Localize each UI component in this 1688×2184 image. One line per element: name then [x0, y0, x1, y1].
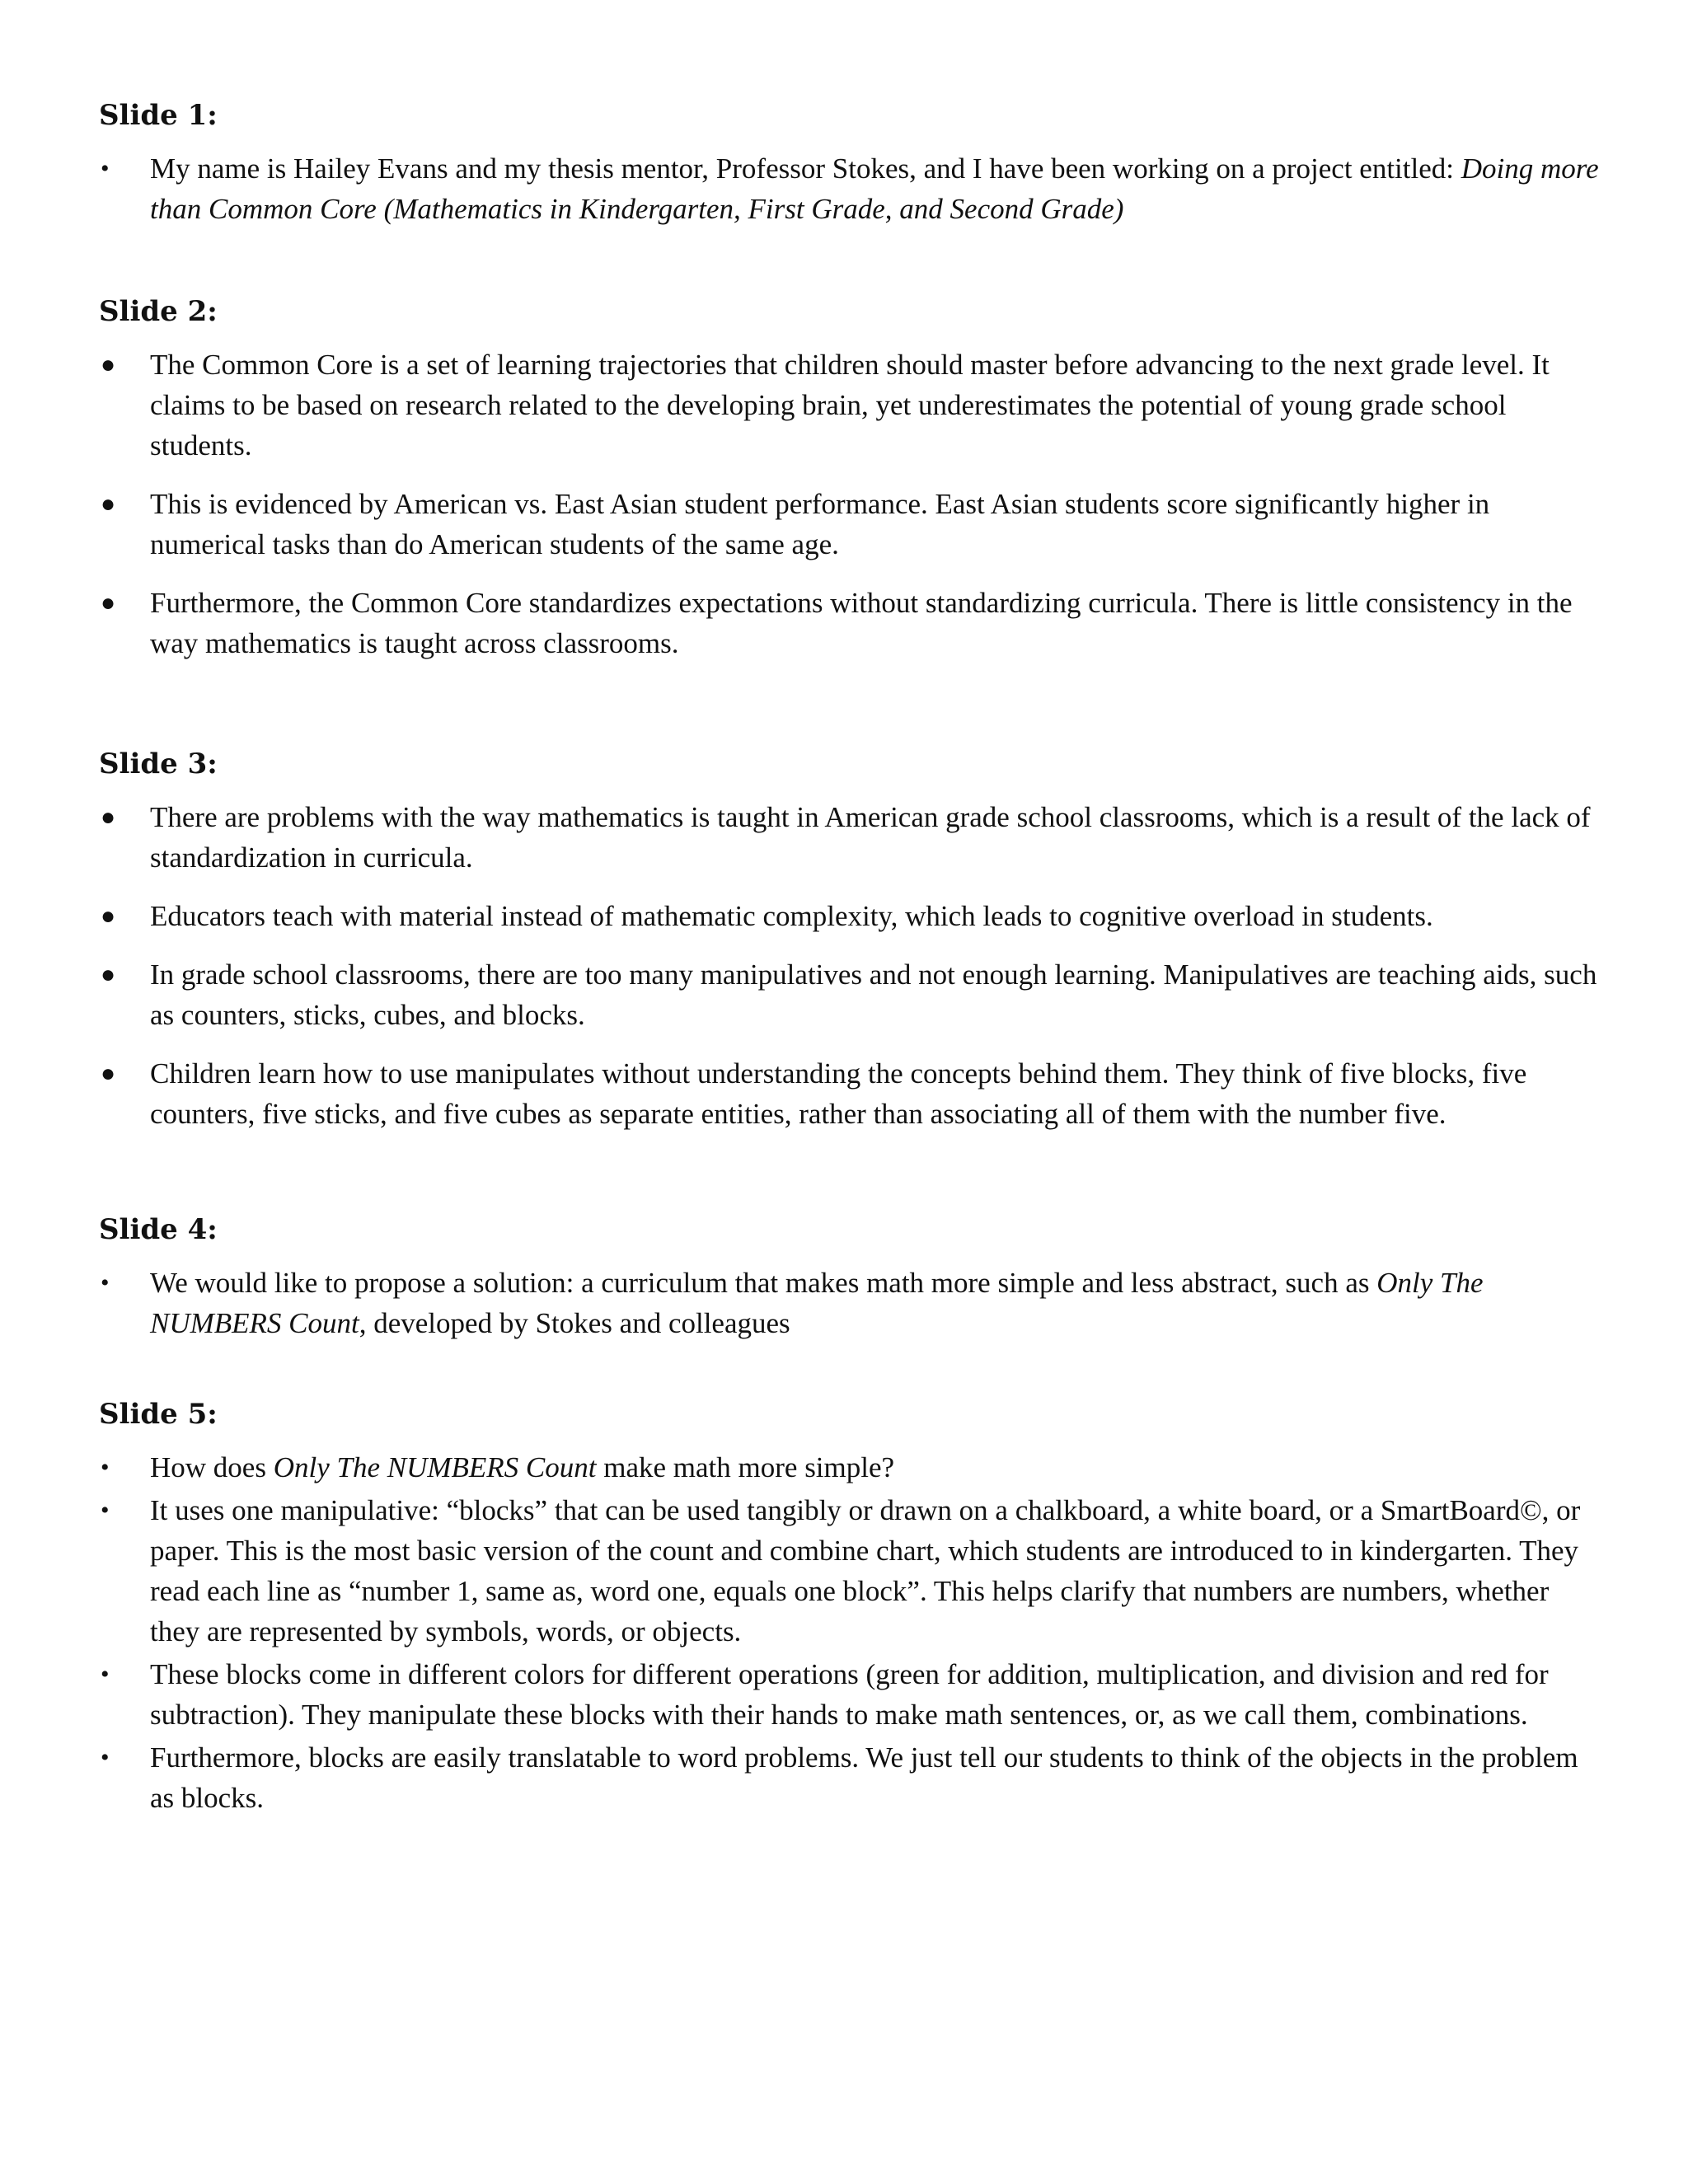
bullet-text: Educators teach with material instead of mathematic complexity, which leads to cognitive overload in students. [150, 900, 1433, 932]
bullet-text: Furthermore, blocks are easily translatable to word problems. We just tell our students to think of the objects in the problem as blocks. [150, 1741, 1578, 1814]
list-item [99, 1053, 1599, 1134]
bullet-text: Children learn how to use manipulates without understanding the concepts behind them. They think of five blocks, five counters, five sticks, and five cubes as separate entities, rather than associating all of them with the number five. [150, 1057, 1527, 1130]
bullet-text: How does [150, 1451, 274, 1483]
bullet-dot-icon: ● [101, 1060, 116, 1087]
slide-1-section [99, 97, 1599, 229]
project-title: Doing more than Common Core (Mathematics in Kindergarten, First Grade, and Second Grade) [150, 152, 1599, 225]
bullet-text: The Common Core is a set of learning trajectories that children should master before advancing to the next grade level. It claims to be based on research related to the developing brain, yet underestimates the potential of young grade school students. [150, 349, 1550, 462]
bullet-dot-icon: ● [101, 804, 116, 831]
bullet-dot-icon: • [101, 1661, 110, 1688]
slide-5-heading: Slide 5: [99, 1398, 218, 1431]
bullet-text: Furthermore, the Common Core standardizes expectations without standardizing curricula. There is little consistency in the way mathematics is taught across classrooms. [150, 587, 1573, 659]
slide-3-section [99, 746, 1599, 1134]
list-item [99, 1737, 1599, 1818]
list-item [99, 896, 1599, 936]
bullet-text: These blocks come in different colors for different operations (green for addition, multiplication, and division and red for subtraction). They manipulate these blocks with their hands to make math sentences, or, as we call them, combinations. [150, 1658, 1549, 1731]
bullet-text: , developed by Stokes and colleagues [359, 1307, 790, 1339]
slide-5-section [99, 1396, 1599, 1818]
bullet-text: This is evidenced by American vs. East Asian student performance. East Asian students score significantly higher in numerical tasks than do American students of the same age. [150, 488, 1490, 560]
list-item [99, 148, 1599, 229]
list-item [99, 1263, 1599, 1343]
slide-2-section [99, 293, 1599, 663]
bullet-text: make math more simple? [596, 1451, 895, 1483]
slide-4-bullets [99, 1263, 1599, 1343]
list-item [99, 344, 1599, 466]
list-item [99, 1654, 1599, 1735]
bullet-text: It uses one manipulative: “blocks” that can be used tangibly or drawn on a chalkboard, a white board, or a SmartBoard©, or paper. This is the most basic version of the count and combine chart, which students are introduced to in kindergarten. They read each line as “number 1, same as, word one, equals one block”. This helps clarify that numbers are numbers, whether they are represented by symbols, words, or objects. [150, 1494, 1581, 1647]
bullet-dot-icon: • [101, 1744, 110, 1771]
bullet-text: My name is Hailey Evans and my thesis mentor, Professor Stokes, and I have been working on a project entitled: [150, 152, 1461, 185]
list-item [99, 1447, 1599, 1488]
curriculum-title: Only The NUMBERS Count [150, 1267, 1484, 1339]
bullet-dot-icon: ● [101, 589, 116, 616]
slide-1-bullets [99, 148, 1599, 229]
list-item [99, 583, 1599, 663]
list-item [99, 484, 1599, 565]
bullet-dot-icon: • [101, 1497, 110, 1524]
bullet-dot-icon: • [101, 1269, 110, 1296]
slide-3-heading: Slide 3: [99, 748, 218, 780]
list-item [99, 954, 1599, 1035]
bullet-dot-icon: • [101, 1454, 110, 1481]
curriculum-title: Only The NUMBERS Count [273, 1451, 597, 1483]
slide-4-section [99, 1212, 1599, 1343]
bullet-text: In grade school classrooms, there are too many manipulatives and not enough learning. Manipulatives are teaching aids, such as counters, sticks, cubes, and blocks. [150, 958, 1597, 1031]
slide-3-bullets [99, 797, 1599, 1134]
list-item [99, 797, 1599, 878]
bullet-dot-icon: ● [101, 490, 116, 518]
bullet-text: There are problems with the way mathematics is taught in American grade school classrooms, which is a result of the lack of standardization in curricula. [150, 801, 1591, 874]
slide-4-heading: Slide 4: [99, 1213, 218, 1246]
list-item [99, 1490, 1599, 1652]
slide-5-bullets [99, 1447, 1599, 1818]
bullet-dot-icon: • [101, 155, 110, 182]
bullet-dot-icon: ● [101, 902, 116, 930]
bullet-text: We would like to propose a solution: a curriculum that makes math more simple and less abstract, such as [150, 1267, 1377, 1299]
slide-1-heading: Slide 1: [99, 99, 218, 132]
document-page [99, 97, 1599, 1821]
bullet-dot-icon: ● [101, 961, 116, 988]
slide-2-heading: Slide 2: [99, 295, 218, 328]
bullet-dot-icon: ● [101, 351, 116, 378]
slide-2-bullets [99, 344, 1599, 663]
